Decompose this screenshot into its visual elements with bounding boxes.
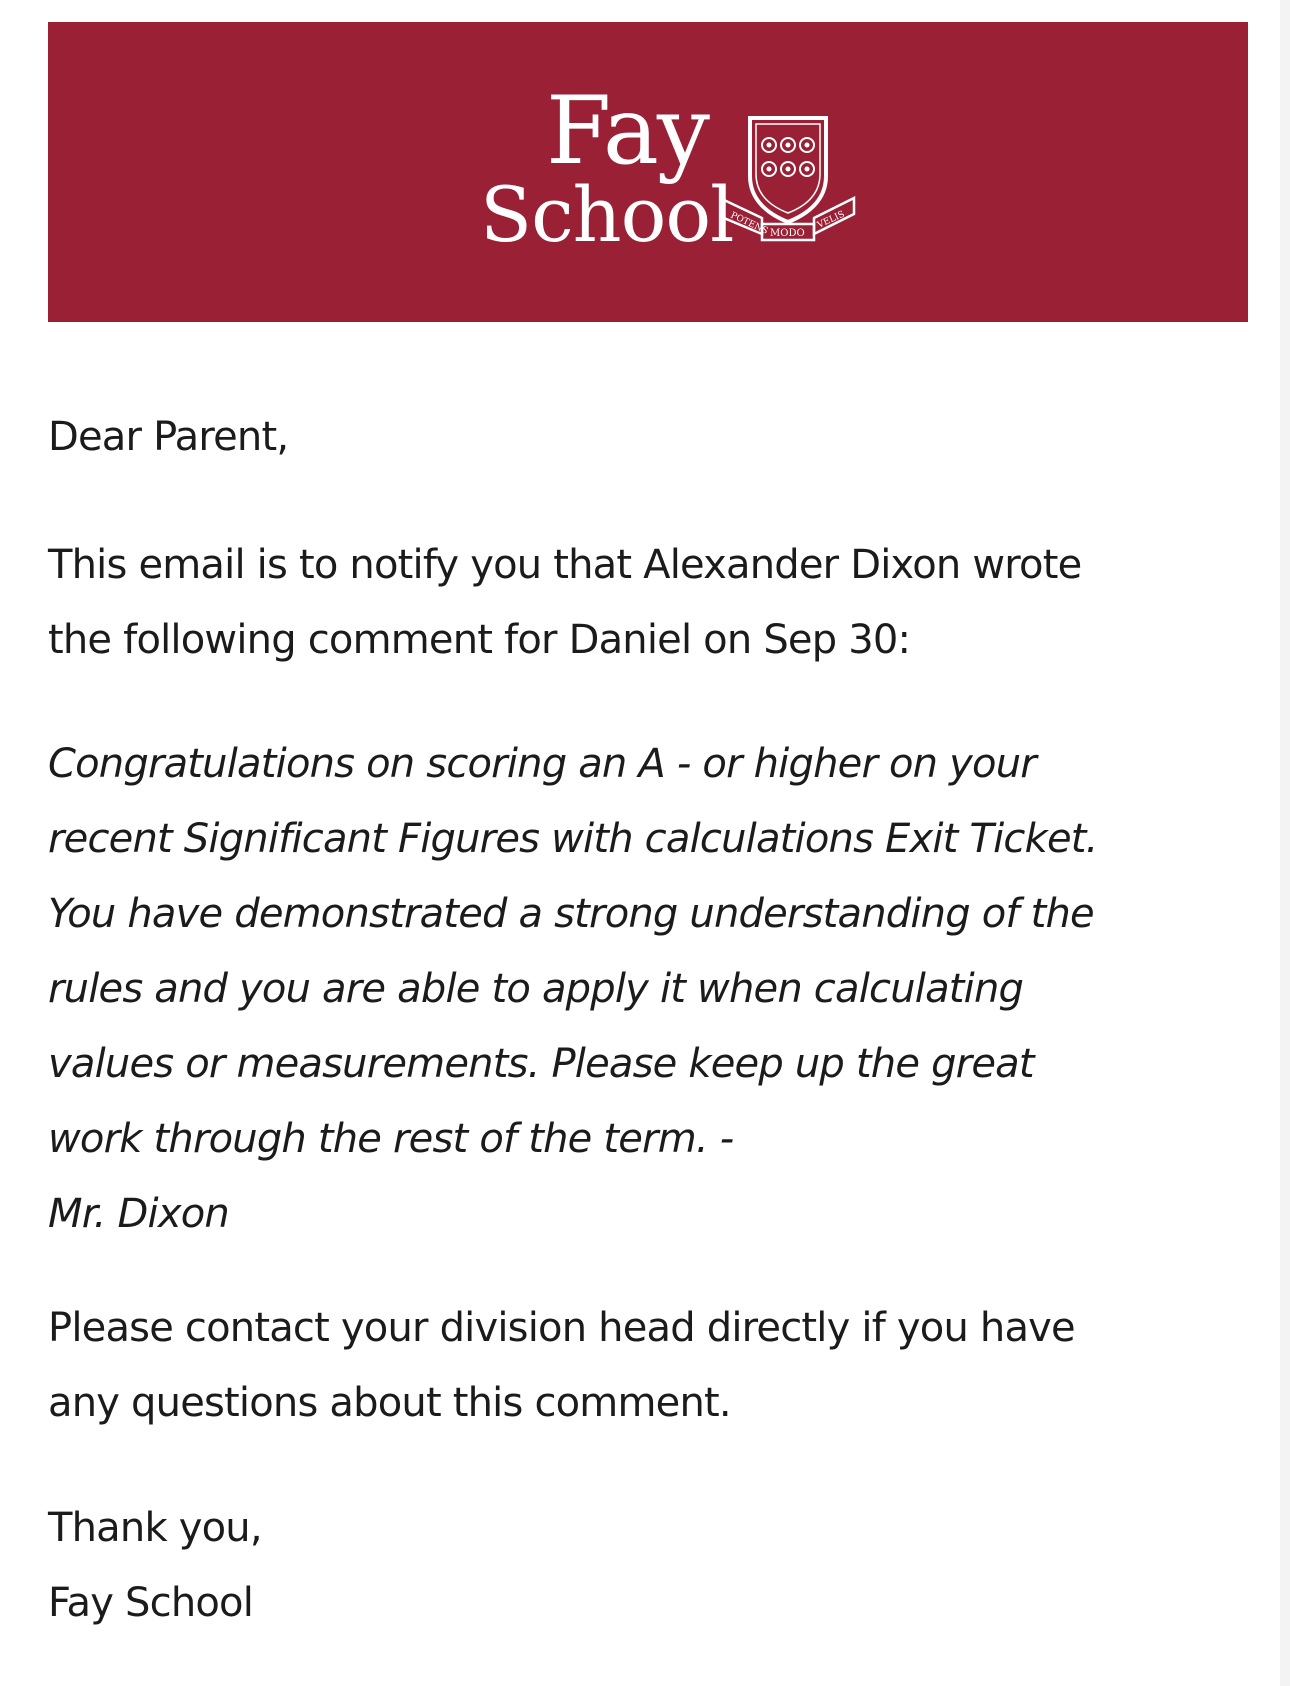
closing-line: Thank you, [48, 1505, 262, 1551]
closing-signature: Fay School [48, 1580, 254, 1626]
intro-line: the following comment for Daniel on Sep 30: [48, 617, 911, 663]
crest-motto-left: POTENS [728, 210, 770, 237]
wordmark-school: School [480, 170, 734, 259]
comment-signature: Mr. Dixon [48, 1191, 229, 1237]
teacher-comment [48, 727, 1248, 1252]
contact-instructions [48, 1291, 1248, 1441]
crest-motto-right: VELIS [816, 209, 847, 231]
contact-line: Please contact your division head directly if you have [48, 1305, 1075, 1351]
comment-line: rules and you are able to apply it when calculating [48, 966, 1024, 1012]
closing [48, 1491, 1248, 1641]
wordmark-fay: Fay [546, 77, 708, 186]
crest-motto-middle: MODO [770, 228, 805, 239]
comment-line: values or measurements. Please keep up the great [48, 1041, 1034, 1087]
comment-line: Congratulations on scoring an A - or higher on your [48, 741, 1036, 787]
comment-line: work through the rest of the term. - [48, 1116, 734, 1162]
school-crest-icon [722, 114, 892, 264]
page-edge [1280, 0, 1290, 1686]
greeting: Dear Parent, [48, 414, 289, 460]
intro-line: This email is to notify you that Alexander Dixon wrote [48, 542, 1082, 588]
comment-line: You have demonstrated a strong understanding of the [48, 891, 1094, 937]
school-header-banner [48, 22, 1248, 322]
comment-line: recent Significant Figures with calculations Exit Ticket. [48, 816, 1098, 862]
contact-line: any questions about this comment. [48, 1380, 731, 1426]
notification-intro [48, 528, 1248, 678]
